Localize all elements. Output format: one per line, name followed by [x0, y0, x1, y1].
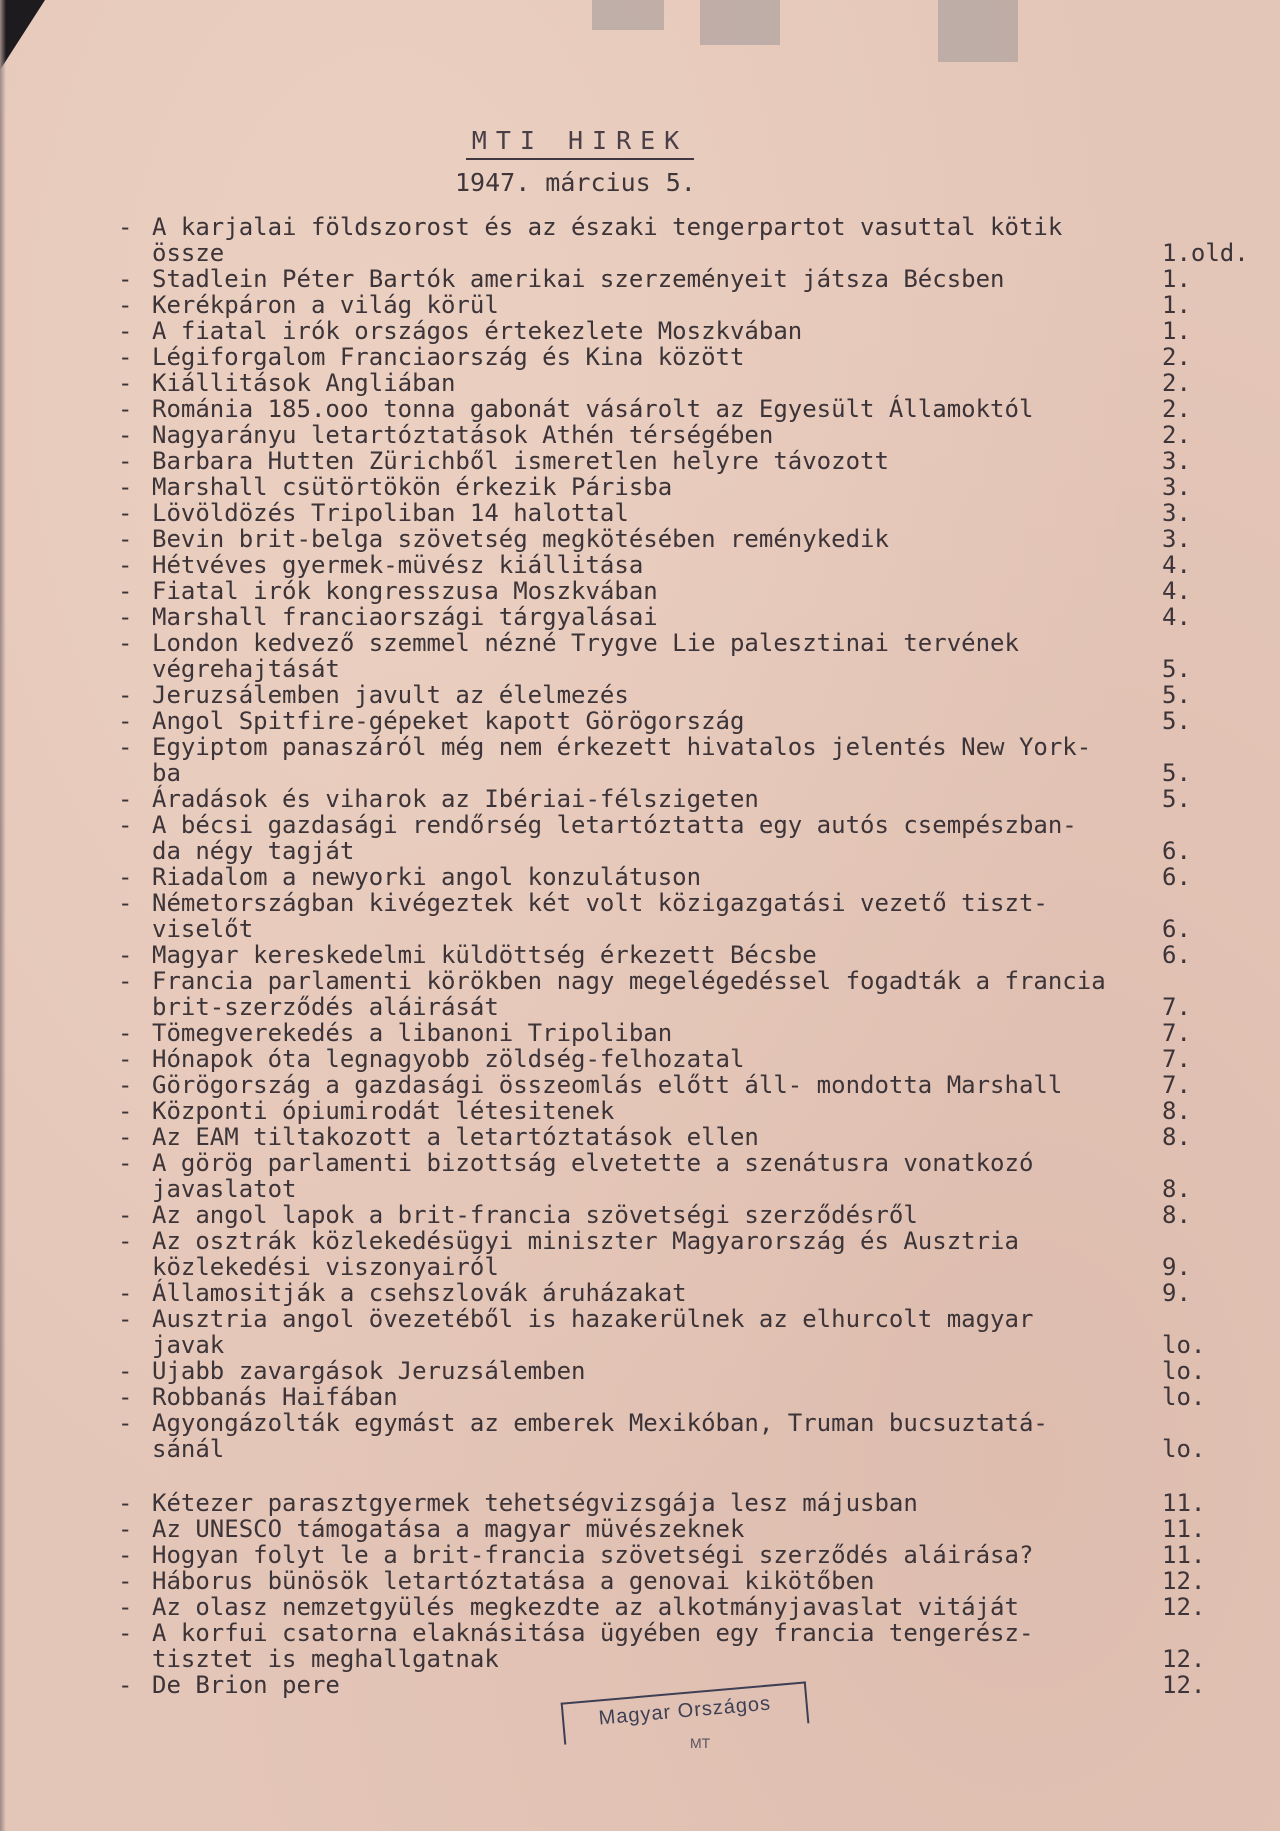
list-item: [118, 812, 1218, 864]
list-item: [118, 1202, 1218, 1228]
list-item-line: A fiatal irók országos értekezlete Moszkvában: [152, 317, 803, 345]
list-item: [118, 422, 1218, 448]
list-item-line: Ujabb zavargások Jeruzsálemben: [152, 1357, 586, 1385]
list-item-title: [152, 968, 1162, 1020]
list-item-page: 5.: [1162, 785, 1191, 813]
scan-smudge: [592, 0, 664, 30]
list-item-title: [152, 1568, 1162, 1594]
list-item-line: Ausztria angol övezetéből is hazakerülnek az elhurcolt magyar: [152, 1305, 1034, 1333]
list-item-page: 12.: [1162, 1593, 1206, 1621]
list-bullet: -: [118, 1045, 133, 1073]
list-item-title: [152, 1306, 1162, 1358]
list-item-title: [152, 1410, 1162, 1462]
list-item-line: ba: [152, 759, 181, 787]
list-item: [118, 266, 1218, 292]
list-item-title: [152, 1228, 1162, 1280]
list-item: [118, 1072, 1218, 1098]
list-item-page: 2.: [1162, 421, 1191, 449]
archive-stamp-sub: MT: [690, 1735, 711, 1751]
scan-smudge: [700, 0, 780, 45]
list-bullet: -: [118, 811, 133, 839]
list-item-title: [152, 578, 1162, 604]
list-bullet: -: [118, 317, 133, 345]
list-item: [118, 448, 1218, 474]
list-item-title: [152, 474, 1162, 500]
list-item-line: Németországban kivégeztek két volt közigazgatási vezető tiszt-: [152, 889, 1048, 917]
list-bullet: -: [118, 473, 133, 501]
list-bullet: -: [118, 499, 133, 527]
list-item: [118, 1020, 1218, 1046]
list-item-line: A görög parlamenti bizottság elvetette a szenátusra vonatkozó: [152, 1149, 1034, 1177]
list-item-page: 11.: [1162, 1541, 1206, 1569]
list-item-title: [152, 604, 1162, 630]
list-item-title: [152, 1020, 1162, 1046]
list-bullet: -: [118, 1227, 133, 1255]
list-item: [118, 1594, 1218, 1620]
list-item-page: lo.: [1162, 1435, 1206, 1463]
list-item-line: Robbanás Haifában: [152, 1383, 398, 1411]
list-item-page: 7.: [1162, 993, 1191, 1021]
list-item: [118, 213, 1249, 267]
list-bullet: -: [118, 421, 133, 449]
list-bullet: -: [118, 681, 133, 709]
list-item-line: Kétezer parasztgyermek tehetségvizsgája lesz májusban: [152, 1489, 918, 1517]
list-bullet: -: [118, 1619, 133, 1647]
list-item-line: sánál: [152, 1435, 225, 1463]
list-item-page: 3.: [1162, 525, 1191, 553]
list-item-title: [152, 708, 1162, 734]
list-bullet: -: [118, 1071, 133, 1099]
list-item-line: Riadalom a newyorki angol konzulátuson: [152, 863, 702, 891]
list-item-line: Lövöldözés Tripoliban 14 halottal: [152, 499, 629, 527]
list-item-line: da négy tagját: [152, 837, 355, 865]
list-item-title: [152, 1490, 1162, 1516]
list-item: [118, 1280, 1218, 1306]
list-item: [118, 552, 1218, 578]
list-item: [118, 1384, 1218, 1410]
list-bullet: -: [118, 525, 133, 553]
list-item-line: brit-szerződés aláirását: [152, 993, 499, 1021]
list-bullet: -: [118, 343, 133, 371]
list-item-line: Hogyan folyt le a brit-francia szövetségi szerződés aláirása?: [152, 1541, 1034, 1569]
list-item-page: 12.: [1162, 1671, 1206, 1699]
list-bullet: -: [118, 1489, 133, 1517]
list-item: [118, 786, 1218, 812]
list-item-page: 3.: [1162, 473, 1191, 501]
list-bullet: -: [118, 577, 133, 605]
list-item-line: Barbara Hutten Zürichből ismeretlen helyre távozott: [152, 447, 889, 475]
list-item-page: 7.: [1162, 1071, 1191, 1099]
page-corner-shadow: [0, 0, 45, 70]
list-bullet: -: [118, 1305, 133, 1333]
list-item-line: Kerékpáron a világ körül: [152, 291, 499, 319]
list-item-title: [152, 1124, 1162, 1150]
list-item-line: Bevin brit-belga szövetség megkötésében reménykedik: [152, 525, 889, 553]
list-item-line: Az osztrák közlekedésügyi miniszter Magyarország és Ausztria: [152, 1227, 1019, 1255]
list-item-line: Románia 185.ooo tonna gabonát vásárolt az Egyesült Államoktól: [152, 395, 1034, 423]
list-item-title: [152, 630, 1162, 682]
list-item-page: 2.: [1162, 395, 1191, 423]
list-item-title: [152, 1542, 1162, 1568]
list-item: [118, 292, 1218, 318]
list-item-line: Marshall csütörtökön érkezik Párisba: [152, 473, 673, 501]
list-item: [118, 1358, 1218, 1384]
list-item-line: tisztet is meghallgatnak: [152, 1645, 499, 1673]
list-item-page: 4.: [1162, 603, 1191, 631]
list-item: [118, 682, 1218, 708]
list-item-line: Stadlein Péter Bartók amerikai szerzeményeit játsza Bécsben: [152, 265, 1005, 293]
list-item-line: Légiforgalom Franciaország és Kina között: [152, 343, 745, 371]
list-bullet: -: [118, 369, 133, 397]
list-item-page: 6.: [1162, 941, 1191, 969]
list-item: [118, 370, 1218, 396]
list-bullet: -: [118, 1097, 133, 1125]
list-item-line: Államositják a csehszlovák áruházakat: [152, 1279, 687, 1307]
list-item-page: 8.: [1162, 1201, 1191, 1229]
list-item-title: [152, 864, 1162, 890]
list-bullet: -: [118, 447, 133, 475]
list-item-page: 9.: [1162, 1253, 1191, 1281]
list-item-page: 2.: [1162, 369, 1191, 397]
list-item-page: lo.: [1162, 1357, 1206, 1385]
list-item-page: lo.: [1162, 1331, 1206, 1359]
list-item-page: 5.: [1162, 681, 1191, 709]
list-item-line: Jeruzsálemben javult az élelmezés: [152, 681, 629, 709]
list-item-title: [152, 734, 1162, 786]
list-item-page: 4.: [1162, 577, 1191, 605]
list-item-title: [152, 370, 1162, 396]
list-bullet: -: [118, 265, 133, 293]
list-item-page: 4.: [1162, 551, 1191, 579]
list-item-line: Görögország a gazdasági összeomlás előtt áll- mondotta Marshall: [152, 1071, 1063, 1099]
list-item-line: A bécsi gazdasági rendőrség letartóztatta egy autós csempészban-: [152, 811, 1077, 839]
list-item-title: [152, 292, 1162, 318]
list-bullet: -: [118, 1357, 133, 1385]
list-item-title: [152, 318, 1162, 344]
list-item: [118, 396, 1218, 422]
list-item-line: Kiállitások Angliában: [152, 369, 456, 397]
list-bullet: -: [118, 1593, 133, 1621]
list-item-line: Magyar kereskedelmi küldöttség érkezett Bécsbe: [152, 941, 817, 969]
list-item-line: Az EAM tiltakozott a letartóztatások ellen: [152, 1123, 759, 1151]
list-item: [118, 1620, 1218, 1672]
list-item-title: [152, 1280, 1162, 1306]
list-spacer: [118, 1462, 1218, 1490]
list-item-page: 7.: [1162, 1045, 1191, 1073]
list-item-title: [152, 682, 1162, 708]
list-item-line: Az UNESCO támogatása a magyar müvészeknek: [152, 1515, 745, 1543]
list-item-title: [152, 266, 1162, 292]
document-title: MTI HIREK: [466, 126, 694, 160]
list-item-title: [152, 1098, 1162, 1124]
list-item-title: [152, 812, 1162, 864]
list-item-page: 1.: [1162, 265, 1191, 293]
list-item-line: Háborus bünösök letartóztatása a genovai kikötőben: [152, 1567, 875, 1595]
list-bullet: -: [118, 1123, 133, 1151]
list-item: [118, 578, 1218, 604]
list-item-line: közlekedési viszonyairól: [152, 1253, 499, 1281]
list-item-line: London kedvező szemmel nézné Trygve Lie palesztinai tervének: [152, 629, 1019, 657]
page-left-edge: [0, 0, 6, 1831]
list-item-line: Fiatal irók kongresszusa Moszkvában: [152, 577, 658, 605]
list-item-page: 11.: [1162, 1489, 1206, 1517]
list-bullet: -: [118, 941, 133, 969]
list-item-page: 7.: [1162, 1019, 1191, 1047]
list-item: [118, 708, 1218, 734]
list-bullet: -: [118, 1567, 133, 1595]
list-item-page: 2.: [1162, 343, 1191, 371]
list-bullet: -: [118, 1541, 133, 1569]
list-item-line: Nagyarányu letartóztatások Athén térségében: [152, 421, 774, 449]
list-item: [118, 890, 1218, 942]
list-item-page: 11.: [1162, 1515, 1206, 1543]
list-bullet: -: [118, 785, 133, 813]
list-item-page: lo.: [1162, 1383, 1206, 1411]
list-item-title: [152, 1046, 1162, 1072]
list-item-title: [152, 1384, 1162, 1410]
list-bullet: -: [118, 629, 133, 657]
list-item: [118, 630, 1218, 682]
list-item: [118, 474, 1218, 500]
list-item: [118, 1516, 1218, 1542]
document-header: [420, 126, 740, 160]
list-item-page: 8.: [1162, 1175, 1191, 1203]
list-item-title: [152, 500, 1162, 526]
list-item: [118, 500, 1218, 526]
list-item: [118, 1228, 1218, 1280]
table-of-contents: [118, 213, 1249, 1699]
list-item-line: Francia parlamenti körökben nagy megelégedéssel fogadták a francia: [152, 967, 1106, 995]
list-bullet: -: [118, 1515, 133, 1543]
list-item: [118, 1124, 1218, 1150]
list-item-title: [152, 1072, 1162, 1098]
list-item-title: [152, 214, 1162, 266]
list-item-title: [152, 422, 1162, 448]
list-item-line: Központi ópiumirodát létesitenek: [152, 1097, 615, 1125]
list-item: [118, 1306, 1218, 1358]
list-item-page: 8.: [1162, 1123, 1191, 1151]
list-bullet: -: [118, 1383, 133, 1411]
list-item-line: Agyongázolták egymást az emberek Mexikóban, Truman bucsuztatá-: [152, 1409, 1048, 1437]
list-bullet: -: [118, 603, 133, 631]
list-item-title: [152, 344, 1162, 370]
list-item-title: [152, 890, 1162, 942]
list-item-line: Egyiptom panaszáról még nem érkezett hivatalos jelentés New York-: [152, 733, 1092, 761]
list-item-line: A korfui csatorna elaknásitása ügyében egy francia tengerész-: [152, 1619, 1034, 1647]
list-item-line: Tömegverekedés a libanoni Tripoliban: [152, 1019, 673, 1047]
list-item-page: 6.: [1162, 915, 1191, 943]
list-item-line: viselőt: [152, 915, 254, 943]
list-item-title: [152, 396, 1162, 422]
list-bullet: -: [118, 707, 133, 735]
list-item: [118, 968, 1218, 1020]
scan-smudge: [938, 0, 1018, 62]
list-item: [118, 344, 1218, 370]
list-item: [118, 734, 1218, 786]
list-item-page: 12.: [1162, 1645, 1206, 1673]
list-item-line: De Brion pere: [152, 1671, 340, 1699]
list-item: [118, 942, 1218, 968]
list-item-title: [152, 1516, 1162, 1542]
list-item-page: 9.: [1162, 1279, 1191, 1307]
list-item-line: A karjalai földszorost és az északi tengerpartot vasuttal kötik: [152, 213, 1063, 241]
list-bullet: -: [118, 733, 133, 761]
list-item-page: 12.: [1162, 1567, 1206, 1595]
list-item-line: Hétvéves gyermek-müvész kiállitása: [152, 551, 644, 579]
list-item-title: [152, 786, 1162, 812]
list-item-line: Hónapok óta legnagyobb zöldség-felhozatal: [152, 1045, 745, 1073]
list-item: [118, 1542, 1218, 1568]
list-item-page: 5.: [1162, 655, 1191, 683]
list-bullet: -: [118, 967, 133, 995]
archive-stamp: Magyar Országos: [561, 1681, 810, 1744]
list-item-page: 1.: [1162, 291, 1191, 319]
list-item: [118, 864, 1218, 890]
list-item-page: 8.: [1162, 1097, 1191, 1125]
list-item-line: Marshall franciaországi tárgyalásai: [152, 603, 658, 631]
list-item-title: [152, 552, 1162, 578]
list-bullet: -: [118, 1149, 133, 1177]
list-item: [118, 1490, 1218, 1516]
list-item: [118, 526, 1218, 552]
list-item-title: [152, 1150, 1162, 1202]
list-item-line: javaslatot: [152, 1175, 297, 1203]
list-item: [118, 318, 1218, 344]
list-item-page: 3.: [1162, 499, 1191, 527]
list-item-title: [152, 526, 1162, 552]
list-item: [118, 1046, 1218, 1072]
list-bullet: -: [118, 395, 133, 423]
document-date: 1947. március 5.: [455, 168, 696, 197]
list-bullet: -: [118, 1671, 133, 1699]
list-bullet: -: [118, 213, 133, 241]
list-item-page: 1.: [1162, 317, 1191, 345]
list-bullet: -: [118, 551, 133, 579]
list-bullet: -: [118, 1201, 133, 1229]
list-item-title: [152, 1358, 1162, 1384]
list-item-title: [152, 1202, 1162, 1228]
list-item-line: Áradások és viharok az Ibériai-félszigeten: [152, 785, 759, 813]
list-item: [118, 1150, 1218, 1202]
list-item-line: javak: [152, 1331, 225, 1359]
list-item-line: össze: [152, 239, 225, 267]
list-item: [118, 1098, 1218, 1124]
list-item-page: 3.: [1162, 447, 1191, 475]
list-bullet: -: [118, 1409, 133, 1437]
list-item-title: [152, 942, 1162, 968]
list-bullet: -: [118, 889, 133, 917]
list-item: [118, 1410, 1218, 1462]
list-item-line: Az olasz nemzetgyülés megkezdte az alkotmányjavaslat vitáját: [152, 1593, 1019, 1621]
list-item-page: 5.: [1162, 759, 1191, 787]
list-item: [118, 604, 1218, 630]
list-item-page: 5.: [1162, 707, 1191, 735]
list-bullet: -: [118, 863, 133, 891]
list-item-title: [152, 448, 1162, 474]
list-item-line: Angol Spitfire-gépeket kapott Görögország: [152, 707, 745, 735]
list-item-page: 6.: [1162, 863, 1191, 891]
list-item-page: 1.old.: [1162, 239, 1249, 267]
list-bullet: -: [118, 1279, 133, 1307]
list-item-line: végrehajtását: [152, 655, 340, 683]
list-item-title: [152, 1594, 1162, 1620]
list-item-line: Az angol lapok a brit-francia szövetségi szerződésről: [152, 1201, 918, 1229]
list-item-title: [152, 1620, 1162, 1672]
list-item-page: 6.: [1162, 837, 1191, 865]
list-item: [118, 1568, 1218, 1594]
list-bullet: -: [118, 291, 133, 319]
list-bullet: -: [118, 1019, 133, 1047]
